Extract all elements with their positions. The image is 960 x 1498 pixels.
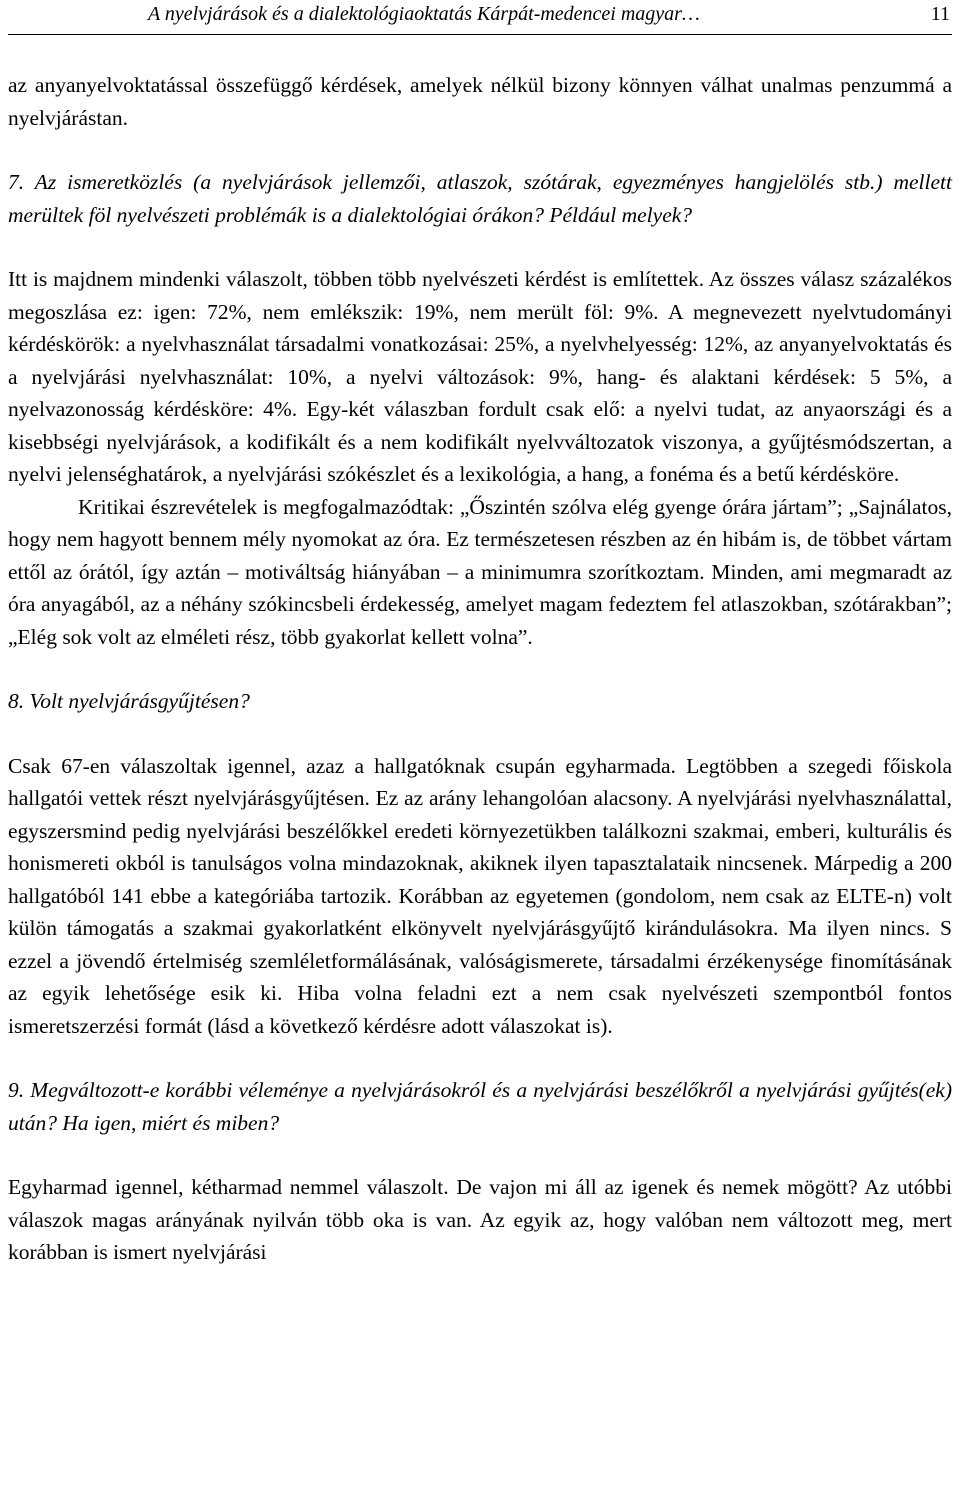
- question-9: 9. Megváltozott-e korábbi véleménye a nyelvjárásokról és a nyelvjárási beszélőkről a nyelvjárási gyűjtés(ek) után? Ha igen, miért és miben?: [8, 1078, 952, 1135]
- paragraph-intro: az anyanyelvoktatással összefüggő kérdések, amelyek nélkül bizony könnyen válhat unalmas penzummá a nyelvjárástan.: [8, 73, 952, 130]
- running-title: A nyelvjárások és a dialektológiaoktatás Kárpát-medencei magyar…: [148, 3, 700, 25]
- answer-9-paragraph: Egyharmad igennel, kétharmad nemmel válaszolt. De vajon mi áll az igenek és nemek mögött? Az utóbbi válaszok magas arányának nyilván több oka is van. Az egyik az, hogy valóban nem változott meg, mert korábban is ismert nyelvjárási: [8, 1175, 952, 1264]
- question-8: 8. Volt nyelvjárásgyűjtésen?: [8, 689, 250, 713]
- answer-7-critical-remarks: Kritikai észrevételek is megfogalmazódtak: „Őszintén szólva elég gyenge órára jártam”; „Sajnálatos, hogy nem hagyott bennem mély nyomokat az óra. Ez természetesen részben az én hibám is, de többet vártam ettől az órától, így aztán – motiváltság hiányában – a minimumra szorítkoztam. Minden, ami megmaradt az óra anyagából, az a néhány szókincsbeli érdekesség, amelyet magam fedeztem fel atlaszokban, szótárakban”; „Elég sok volt az elméleti rész, több gyakorlat kellett volna”.: [8, 494, 952, 649]
- page-number: 11: [930, 3, 950, 25]
- running-header: [8, 0, 952, 35]
- answer-8-paragraph: Csak 67-en válaszoltak igennel, azaz a hallgatóknak csupán egyharmada. Legtöbben a szegedi főiskola hallgatói vettek részt nyelvjárásgyűjtésen. Ez az arány lehangolóan alacsony. A nyelvjárási nyelvhasználattal, egyszersmind pedig nyelvjárási beszélőkkel eredeti környezetükben találkozni szakmai, emberi, kulturális és honismereti okból is tanulságos volna mindazoknak, akiknek ilyen tapasztalataik nincsenek. Márpedig a 200 hallgatóból 141 ebbe a kategóriába tartozik. Korábban az egyetemen (gondolom, nem csak az ELTE-n) volt külön támogatás a szakmai gyakorlatként elkönyvelt nyelvjárásgyűjtő kirándulásokra. Ma ilyen nincs. S ezzel a jövendő értelmiség szemléletformálásának, valóságismerete, társadalmi érzékenysége finomításának az egyik lehetősége esik ki. Hiba volna feladni ezt a nem csak nyelvészeti szempontból fontos ismeretszerzési formát (lásd a következő kérdésre adott válaszokat is).: [8, 753, 952, 1038]
- document-page: [8, 0, 952, 1269]
- question-7: 7. Az ismeretközlés (a nyelvjárások jellemzői, atlaszok, szótárak, egyezményes hangjelölés stb.) mellett merültek föl nyelvészeti problémák is a dialektológiai órákon? Például melyek?: [8, 170, 952, 227]
- answer-7-paragraph: Itt is majdnem mindenki válaszolt, többen több nyelvészeti kérdést is említettek. Az összes válasz százalékos megoszlása ez: igen: 72%, nem emlékszik: 19%, nem merült föl: 9%. A megnevezett nyelvtudományi kérdéskörök: a nyelvhasználat társadalmi vonatkozásai: 25%, a nyelvhelyesség: 12%, az anyanyelvoktatás és a nyelvjárási nyelvhasználat: 10%, a nyelvi változások: 9%, hang- és alaktani kérdések: 5 5%, a nyelvazonosság kérdésköre: 4%. Egy-két válaszban fordult csak elő: a nyelvi tudat, az anyaországi és a kisebbségi nyelvjárások, a kodifikált és a nem kodifikált nyelvváltozatok viszonya, a gyűjtésmódszertan, a nyelvi jelenséghatárok, a nyelvjárási szókészlet és a lexikológia, a hang, a fonéma és a betű kérdésköre.: [8, 267, 952, 486]
